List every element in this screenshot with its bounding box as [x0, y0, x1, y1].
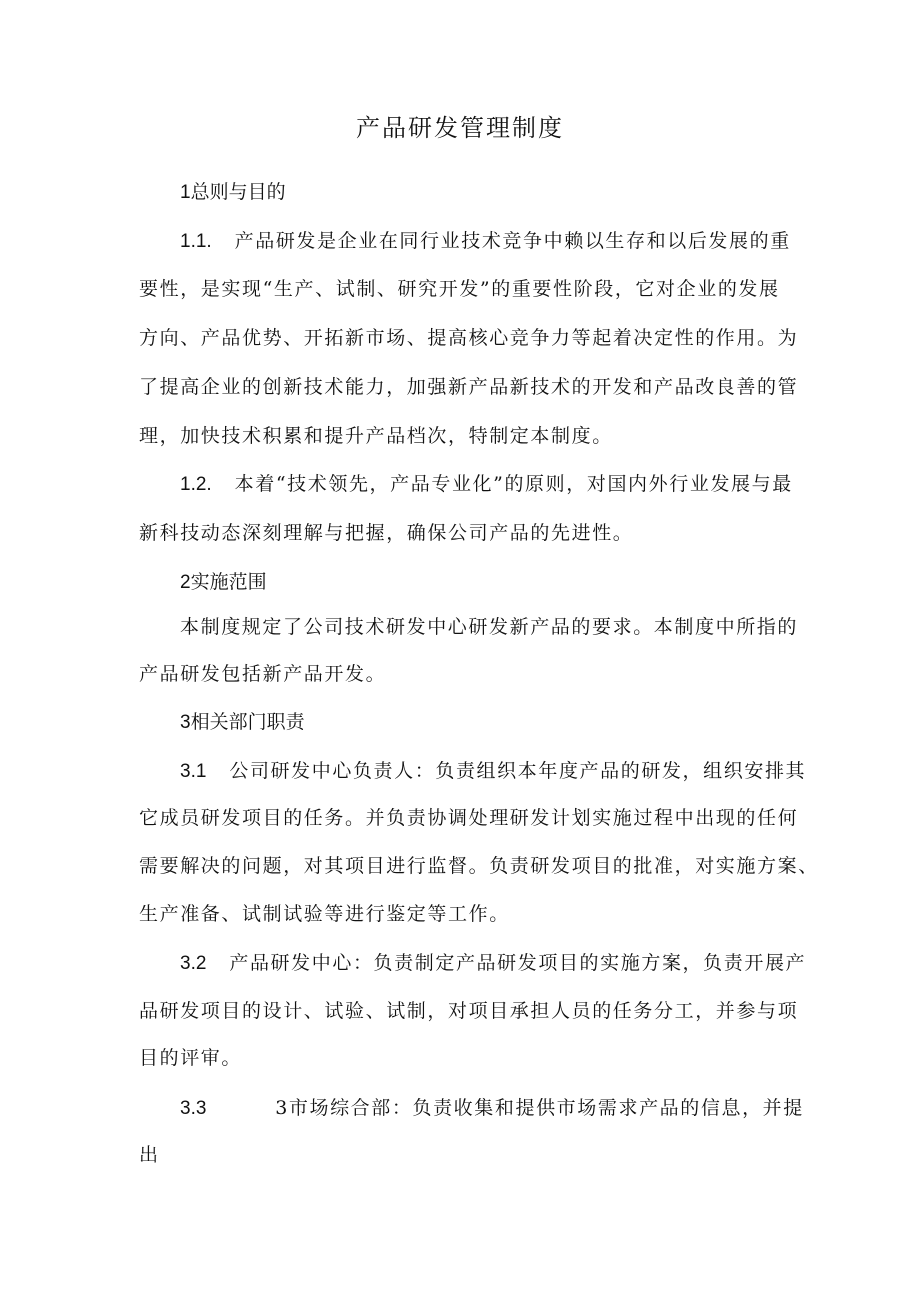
paragraph-3-3-line-1-text: 3市场综合部：负责收集和提供市场需求产品的信息，并提 — [275, 1097, 804, 1119]
paragraph-1-1-line-5: 理，加快技术积累和提升产品档次，特制定本制度。 — [139, 425, 613, 447]
paragraph-3-1-line-1-text: 公司研发中心负责人：负责组织本年度产品的研发，组织安排其 — [229, 760, 807, 782]
paragraph-3-2-line-2: 品研发项目的设计、试验、试制，对项目承担人员的任务分工，并参与项 — [139, 1000, 799, 1022]
paragraph-1-2-line-2: 新科技动态深刻理解与把握，确保公司产品的先进性。 — [139, 522, 634, 544]
section-2-line-2: 产品研发包括新产品开发。 — [139, 663, 387, 685]
section-1-heading-text: 1总则与目的 — [180, 182, 286, 203]
paragraph-3-1-line-4: 生产准备、试制试验等进行鉴定等工作。 — [139, 903, 510, 925]
paragraph-1-1-line-1-text: 产品研发是企业在同行业技术竞争中赖以生存和以后发展的重 — [234, 230, 791, 252]
paragraph-1-1-line-2: 要性，是实现“生产、试制、研究开发”的重要性阶段，它对企业的发展 — [139, 278, 780, 300]
section-2-heading-text: 2实施范围 — [180, 572, 267, 593]
section-1-heading — [180, 177, 840, 204]
paragraph-1-1-number: 1.1. — [180, 231, 212, 252]
section-3-heading-text: 3相关部门职责 — [180, 712, 305, 733]
paragraph-3-3-number: 3.3 — [180, 1098, 207, 1119]
section-2-heading — [180, 567, 840, 594]
paragraph-1-2-number: 1.2. — [180, 474, 212, 495]
document-title: 产品研发管理制度 — [356, 114, 564, 142]
paragraph-3-1-line-2: 它成员研发项目的任务。并负责协调处理研发计划实施过程中出现的任何 — [139, 807, 799, 829]
paragraph-1-1-line-1 — [180, 226, 840, 253]
paragraph-3-3-line-1 — [180, 1093, 840, 1120]
paragraph-3-2-line-1-text: 产品研发中心：负责制定产品研发项目的实施方案，负责开展产 — [229, 952, 807, 974]
paragraph-3-2-number: 3.2 — [180, 953, 207, 974]
paragraph-3-1-line-1 — [180, 756, 840, 783]
paragraph-1-1-line-4: 了提高企业的创新技术能力，加强新产品新技术的开发和产品改良善的管 — [139, 376, 799, 398]
paragraph-3-1-line-3: 需要解决的问题，对其项目进行监督。负责研发项目的批准，对实施方案、 — [139, 855, 819, 877]
paragraph-1-2-line-1 — [180, 469, 840, 496]
section-2-line-1: 本制度规定了公司技术研发中心研发新产品的要求。本制度中所指的 — [180, 616, 799, 638]
paragraph-1-1-line-3: 方向、产品优势、开拓新市场、提高核心竞争力等起着决定性的作用。为 — [139, 327, 799, 349]
paragraph-3-3-line-2: 出 — [139, 1144, 160, 1166]
paragraph-3-2-line-3: 目的评审。 — [139, 1047, 243, 1069]
paragraph-3-2-line-1 — [180, 948, 840, 975]
section-3-heading — [180, 707, 840, 734]
paragraph-3-1-number: 3.1 — [180, 761, 207, 782]
paragraph-1-2-line-1-text: 本着“技术领先，产品专业化”的原则，对国内外行业发展与最 — [234, 473, 793, 495]
